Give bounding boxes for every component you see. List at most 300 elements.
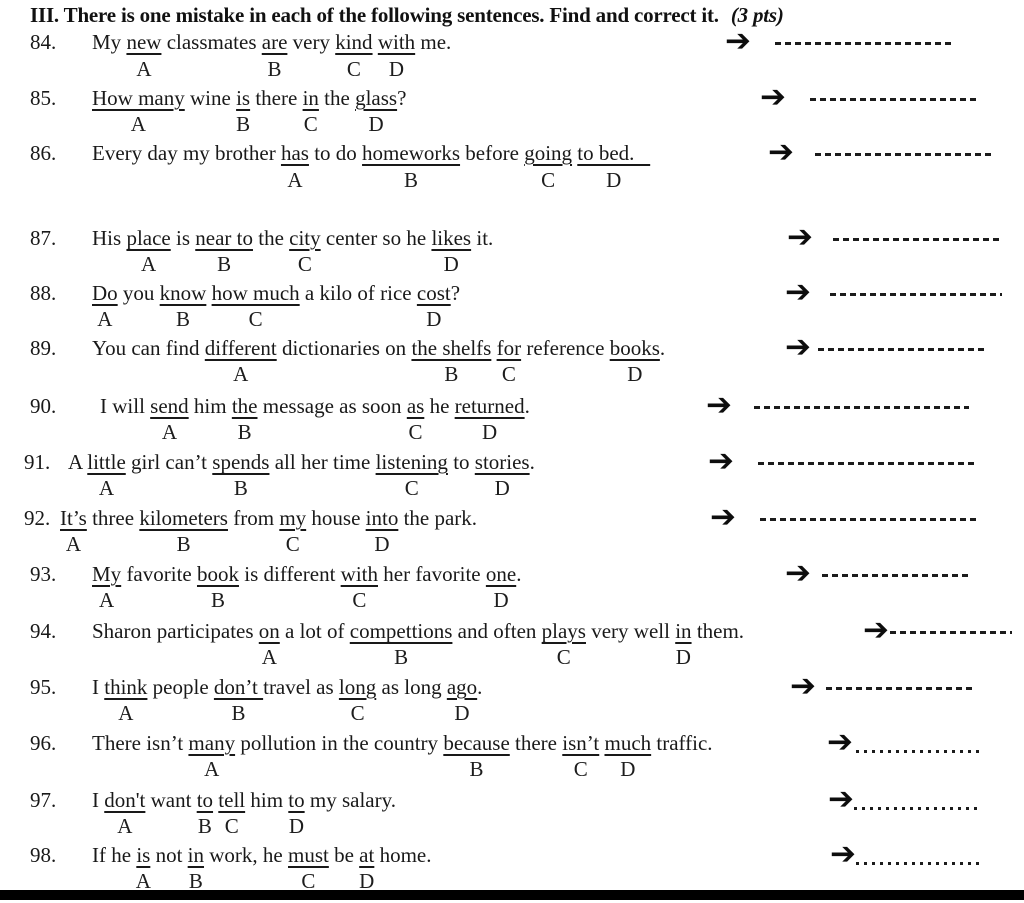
letter-anchor [675, 645, 691, 669]
letter-anchor [491, 362, 496, 386]
letter-anchor [160, 307, 207, 331]
choice-letter-a: A [140, 252, 157, 276]
choice-letter-c: C [541, 168, 556, 192]
sentence-fragment: There isn’t [92, 731, 189, 755]
letter-anchor [378, 57, 415, 81]
letter-anchor [486, 588, 516, 612]
sentence-fragment: You can find [92, 336, 205, 360]
answer-line [754, 406, 969, 409]
underlined-word: How many [92, 86, 185, 110]
choice-letter-row [92, 307, 460, 332]
letter-anchor [212, 476, 269, 500]
letter-anchor [355, 112, 397, 136]
choice-letter-a: A [98, 476, 115, 500]
underlined-word: books [609, 336, 660, 360]
sentence-text [92, 226, 493, 251]
choice-letter-b: B [217, 252, 232, 276]
choice-letter-a: A [117, 814, 133, 838]
sentence-fragment: her favorite [378, 562, 486, 586]
answer-line [818, 348, 985, 351]
underlined-word: to [288, 788, 305, 812]
answer-line [760, 518, 980, 521]
arrow-icon: ➔ [785, 329, 811, 365]
choice-letter-c: C [285, 532, 300, 556]
underlined-word: much [604, 731, 652, 755]
letter-anchor [60, 532, 87, 556]
underlined-word: city [289, 226, 321, 250]
letter-anchor [452, 645, 541, 669]
letter-anchor [236, 112, 250, 136]
letter-anchor [431, 252, 471, 276]
letter-anchor [250, 112, 302, 136]
answer-line [856, 750, 984, 753]
letter-anchor [104, 814, 145, 838]
letter-anchor [126, 57, 161, 81]
section-title [30, 3, 784, 28]
choice-letter-c: C [224, 814, 239, 838]
letter-anchor [374, 869, 431, 893]
choice-letter-a: A [97, 307, 113, 331]
letter-anchor [218, 814, 245, 838]
arrow-icon: ➔ [760, 79, 786, 115]
choice-letter-row [92, 645, 744, 670]
underlined-word: tell [218, 788, 246, 812]
letter-anchor [530, 476, 535, 500]
choice-letter-b: B [233, 476, 248, 500]
letter-anchor [195, 252, 253, 276]
arrow-icon: ➔ [768, 134, 794, 170]
sentence-text [92, 843, 431, 868]
letter-anchor [197, 588, 239, 612]
choice-letter-d: D [493, 588, 509, 612]
answer-line [822, 574, 972, 577]
letter-anchor [510, 757, 562, 781]
underlined-word: My [92, 562, 122, 586]
points-label: (3 pts) [730, 3, 784, 27]
answer-line [833, 238, 1003, 241]
sentence-text [92, 30, 451, 55]
letter-anchor [126, 476, 213, 500]
choice-letter-a: A [161, 420, 178, 444]
letter-anchor [321, 252, 432, 276]
letter-anchor [350, 645, 453, 669]
letter-anchor [281, 168, 309, 192]
letter-anchor [309, 168, 362, 192]
underlined-word: long [338, 675, 377, 699]
underlined-word: kilometers [139, 506, 228, 530]
sentence-fragment: him [245, 788, 289, 812]
letter-anchor [525, 420, 530, 444]
choice-letter-row [92, 701, 482, 726]
letter-anchor [161, 57, 261, 81]
question-number: 84. [30, 30, 57, 54]
sentence-fragment: before [460, 141, 525, 165]
choice-letter-a: A [118, 701, 134, 725]
sentence-fragment: people [147, 675, 214, 699]
underlined-word: glass [355, 86, 398, 110]
letter-anchor [521, 362, 610, 386]
letter-anchor [239, 588, 341, 612]
underlined-word: send [150, 394, 189, 418]
underlined-word: returned [454, 394, 525, 418]
letter-anchor [398, 532, 477, 556]
choice-letter-c: C [297, 252, 312, 276]
letter-anchor [455, 420, 525, 444]
choice-letter-c: C [501, 362, 516, 386]
choice-letter-c: C [408, 420, 423, 444]
letter-anchor [475, 476, 530, 500]
answer-line [890, 631, 1012, 634]
letter-anchor [287, 57, 335, 81]
choice-letter-row [100, 420, 530, 445]
letter-anchor [477, 701, 482, 725]
letter-anchor [339, 701, 376, 725]
letter-anchor [212, 307, 300, 331]
letter-anchor [424, 420, 454, 444]
letter-anchor [362, 168, 460, 192]
letter-anchor [126, 252, 170, 276]
letter-anchor [262, 57, 288, 81]
letter-anchor [92, 168, 281, 192]
choice-letter-a: A [130, 112, 146, 136]
sentence-fragment: not [150, 843, 188, 867]
letter-anchor [263, 701, 339, 725]
choice-letter-d: D [426, 307, 442, 331]
sentence-fragment: ? [397, 86, 407, 110]
sentence-fragment: A [68, 450, 88, 474]
letter-anchor [341, 588, 378, 612]
letter-anchor [92, 588, 121, 612]
underlined-word: different [204, 336, 277, 360]
letter-anchor [92, 701, 104, 725]
arrow-icon: ➔ [710, 499, 736, 535]
letter-anchor [253, 252, 289, 276]
letter-anchor [269, 476, 375, 500]
question-number: 92. [24, 506, 51, 530]
choice-letter-row [92, 588, 521, 613]
sentence-fragment: there [250, 86, 303, 110]
letter-anchor [150, 420, 189, 444]
letter-anchor [87, 532, 139, 556]
underlined-word: kind [335, 30, 373, 54]
choice-letter-d: D [620, 757, 636, 781]
section-title-text: III. There is one mistake in each of the following sentences. Find and correct it. [30, 3, 719, 27]
sentence-fragment: all her time [269, 450, 376, 474]
sentence-fragment: from [227, 506, 280, 530]
choice-letter-d: D [288, 814, 305, 838]
letter-anchor [205, 362, 277, 386]
sentence-fragment: the park. [398, 506, 478, 530]
letter-anchor [118, 307, 160, 331]
letter-anchor [280, 645, 350, 669]
choice-letter-a: A [261, 645, 277, 669]
underlined-word: new [126, 30, 162, 54]
sentence-text [92, 619, 744, 644]
choice-letter-d: D [388, 57, 405, 81]
letter-anchor [258, 420, 407, 444]
choice-letter-d: D [675, 645, 691, 669]
choice-letter-c: C [573, 757, 588, 781]
underlined-word: into [365, 506, 399, 530]
question-number: 98. [30, 843, 57, 867]
sentence-fragment: and often [452, 619, 542, 643]
choice-letter-c: C [301, 869, 316, 893]
answer-line [815, 153, 993, 156]
choice-letter-d: D [368, 112, 384, 136]
sentence-fragment: to do [308, 141, 363, 165]
sentence-text [92, 141, 650, 166]
underlined-word: cost [416, 281, 451, 305]
choice-letter-b: B [197, 814, 212, 838]
underlined-word: the shelfs [411, 336, 492, 360]
sentence-text [92, 281, 460, 306]
letter-anchor [188, 757, 235, 781]
arrow-icon: ➔ [706, 387, 732, 423]
choice-letter-d: D [606, 168, 622, 192]
choice-letter-row [60, 532, 477, 557]
choice-letter-d: D [454, 701, 470, 725]
letter-anchor [306, 532, 366, 556]
choice-letter-a: A [135, 869, 151, 893]
sentence-fragment: the [318, 86, 356, 110]
letter-anchor [289, 252, 321, 276]
sentence-fragment: home. [374, 843, 432, 867]
letter-anchor [228, 532, 279, 556]
letter-anchor [92, 645, 259, 669]
underlined-word: has [280, 141, 309, 165]
underlined-word: in [187, 843, 205, 867]
sentence-text [100, 394, 530, 419]
choice-letter-b: B [469, 757, 484, 781]
underlined-word: as [406, 394, 425, 418]
underlined-word: at [359, 843, 375, 867]
letter-anchor [185, 112, 236, 136]
arrow-icon: ➔ [827, 724, 853, 760]
underlined-word: going [524, 141, 573, 165]
answer-line [758, 462, 978, 465]
letter-anchor [104, 701, 147, 725]
sentence-fragment: reference [521, 336, 610, 360]
question-number: 94. [30, 619, 57, 643]
sentence-text [92, 86, 406, 111]
choice-letter-row [92, 112, 406, 137]
letter-anchor [68, 476, 87, 500]
choice-letter-b: B [404, 168, 419, 192]
letter-anchor [92, 57, 126, 81]
letter-anchor [139, 532, 228, 556]
letter-anchor [319, 112, 355, 136]
sentence-fragment: me. [415, 30, 452, 54]
letter-anchor [448, 476, 475, 500]
letter-anchor [376, 476, 448, 500]
underlined-word: homeworks [362, 141, 461, 165]
choice-letter-row [92, 252, 493, 277]
choice-letter-d: D [494, 476, 510, 500]
sentence-fragment: as long [376, 675, 447, 699]
sentence-fragment: wine [184, 86, 237, 110]
answer-line [854, 807, 981, 810]
sentence-fragment: it. [471, 226, 494, 250]
sentence-fragment: three [86, 506, 140, 530]
underlined-word: in [302, 86, 319, 110]
question-number: 97. [30, 788, 57, 812]
choice-letter-b: B [231, 701, 246, 725]
letter-anchor [305, 814, 396, 838]
sentence-fragment: center so he [320, 226, 432, 250]
sentence-fragment: them. [691, 619, 745, 643]
underlined-word: the [231, 394, 258, 418]
letter-anchor [100, 420, 150, 444]
sentence-fragment: to [447, 450, 475, 474]
underlined-word: don’t [213, 675, 264, 699]
letter-anchor [92, 757, 188, 781]
underlined-word: with [377, 30, 416, 54]
choice-letter-a: A [287, 168, 303, 192]
answer-line [830, 293, 1002, 296]
sentence-fragment: be [328, 843, 360, 867]
underlined-word: for [496, 336, 522, 360]
underlined-word: how much [211, 281, 300, 305]
letter-anchor [147, 701, 213, 725]
choice-letter-b: B [394, 645, 409, 669]
letter-anchor [259, 645, 280, 669]
underlined-word: think [104, 675, 148, 699]
sentence-fragment: I [92, 675, 105, 699]
letter-anchor [577, 168, 650, 192]
choice-letter-b: B [267, 57, 282, 81]
letter-anchor [397, 112, 406, 136]
question-number: 91. [24, 450, 51, 474]
underlined-word: ago [446, 675, 478, 699]
sentence-fragment: . [659, 336, 666, 360]
letter-anchor [171, 252, 196, 276]
letter-anchor [235, 757, 443, 781]
underlined-word: know [159, 281, 207, 305]
sentence-fragment: favorite [121, 562, 197, 586]
arrow-icon: ➔ [830, 836, 856, 872]
letter-anchor [245, 814, 288, 838]
sentence-text [60, 506, 477, 531]
underlined-word: my [279, 506, 307, 530]
letter-anchor [92, 307, 118, 331]
sentence-text [92, 336, 665, 361]
letter-anchor [471, 252, 493, 276]
choice-letter-a: A [99, 588, 115, 612]
letter-anchor [92, 869, 136, 893]
letter-anchor [524, 168, 572, 192]
letter-anchor [188, 869, 204, 893]
underlined-word: stories [474, 450, 530, 474]
sentence-text [92, 562, 521, 587]
letter-anchor [447, 701, 477, 725]
sentence-text [92, 675, 482, 700]
choice-letter-a: A [204, 757, 220, 781]
choice-letter-c: C [404, 476, 419, 500]
sentence-fragment: house [306, 506, 366, 530]
choice-letter-b: B [175, 307, 191, 331]
letter-anchor [197, 814, 213, 838]
sentence-fragment: I [92, 788, 105, 812]
sentence-fragment: My [92, 30, 127, 54]
choice-letter-d: D [359, 869, 375, 893]
sentence-fragment: the [252, 226, 290, 250]
sentence-fragment: . [516, 562, 522, 586]
underlined-word: with [340, 562, 378, 586]
sentence-fragment: my salary. [304, 788, 397, 812]
letter-anchor [407, 420, 425, 444]
letter-anchor [189, 420, 232, 444]
letter-anchor [417, 307, 451, 331]
choice-letter-a: A [65, 532, 82, 556]
letter-anchor [288, 869, 329, 893]
underlined-word: likes [431, 226, 472, 250]
sentence-fragment: message as soon [257, 394, 407, 418]
sentence-fragment: girl can’t [125, 450, 213, 474]
letter-anchor [329, 869, 359, 893]
arrow-icon: ➔ [725, 23, 751, 59]
sentence-fragment: ? [450, 281, 461, 305]
letter-anchor [542, 645, 586, 669]
letter-anchor [150, 869, 187, 893]
sentence-fragment: is different [238, 562, 341, 586]
arrow-icon: ➔ [785, 274, 811, 310]
letter-anchor [562, 757, 599, 781]
letter-anchor [214, 701, 263, 725]
letter-anchor [92, 362, 205, 386]
question-number: 89. [30, 336, 57, 360]
sentence-fragment: very well [585, 619, 676, 643]
letter-anchor [604, 757, 651, 781]
letter-anchor [136, 869, 150, 893]
arrow-icon: ➔ [863, 612, 889, 648]
letter-anchor [204, 869, 288, 893]
choice-letter-b: B [188, 869, 203, 893]
sentence-fragment: Sharon participates [92, 619, 259, 643]
letter-anchor [92, 112, 185, 136]
sentence-fragment: work, he [204, 843, 288, 867]
letter-anchor [415, 57, 451, 81]
choice-letter-b: B [236, 112, 251, 136]
sentence-fragment: is [170, 226, 196, 250]
answer-line [826, 687, 974, 690]
letter-anchor [359, 869, 374, 893]
letter-anchor [586, 645, 675, 669]
underlined-word: plays [541, 619, 586, 643]
letter-anchor [443, 757, 509, 781]
underlined-word: little [87, 450, 126, 474]
choice-letter-row [92, 814, 396, 839]
choice-letter-a: A [136, 57, 152, 81]
sentence-fragment: His [92, 226, 127, 250]
letter-anchor [651, 757, 712, 781]
underlined-word: because [443, 731, 510, 755]
underlined-word: It’s [60, 506, 87, 530]
sentence-fragment: him [188, 394, 232, 418]
letter-anchor [516, 588, 521, 612]
letter-anchor [692, 645, 745, 669]
choice-letter-a: A [233, 362, 249, 386]
letter-anchor [378, 588, 486, 612]
question-number: 85. [30, 86, 57, 110]
choice-letter-d: D [627, 362, 643, 386]
choice-letter-row [68, 476, 535, 501]
question-number: 87. [30, 226, 57, 250]
arrow-icon: ➔ [785, 555, 811, 591]
underlined-word: is [136, 843, 151, 867]
choice-letter-b: B [444, 362, 459, 386]
letter-anchor [460, 168, 524, 192]
underlined-word: don't [104, 788, 146, 812]
